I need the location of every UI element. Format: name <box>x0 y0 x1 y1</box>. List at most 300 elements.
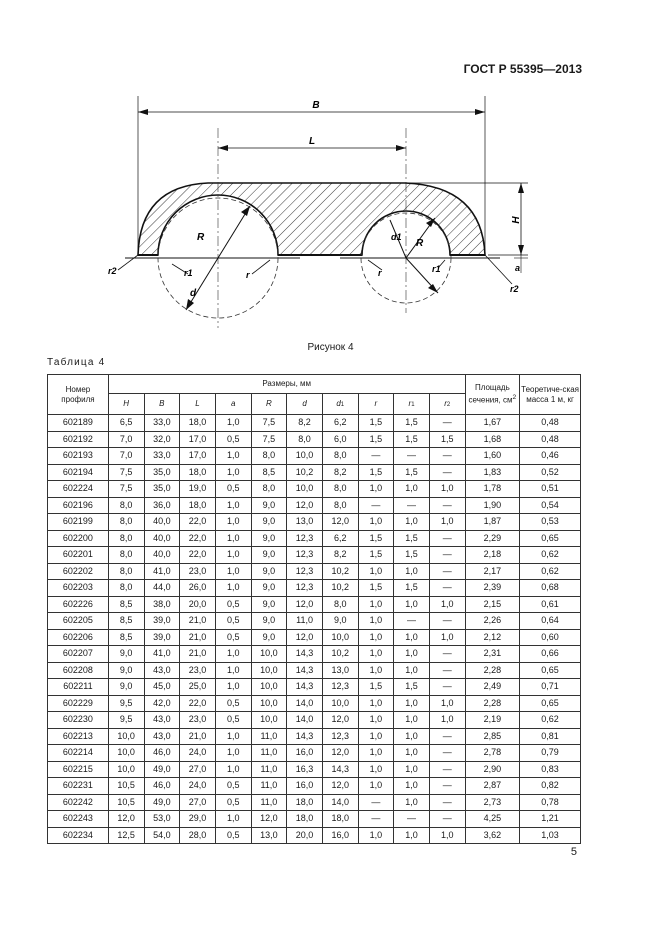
table-row <box>48 778 581 795</box>
table-cell: 0,5 <box>215 613 251 630</box>
table-cell: 43,0 <box>144 712 180 729</box>
table-row <box>48 646 581 663</box>
table-cell: 1,0 <box>358 514 394 531</box>
table-cell: 602205 <box>48 613 109 630</box>
table-cell: 6,5 <box>108 415 144 432</box>
table-cell: 1,0 <box>215 415 251 432</box>
table-cell: 1,0 <box>429 695 465 712</box>
table-cell: 602206 <box>48 629 109 646</box>
table-cell: 7,5 <box>108 481 144 498</box>
table-cell: 17,0 <box>180 448 216 465</box>
table-cell: — <box>429 679 465 696</box>
table-cell: 0,52 <box>520 464 581 481</box>
table-cell: 21,0 <box>180 613 216 630</box>
table-cell: 7,0 <box>108 448 144 465</box>
header-dim-r: r <box>358 394 394 415</box>
table-cell: 1,5 <box>358 530 394 547</box>
table-cell: 9,0 <box>251 580 287 597</box>
label-r-right: r <box>378 268 382 278</box>
table-cell: 8,2 <box>322 464 358 481</box>
table-cell: 1,0 <box>358 712 394 729</box>
table-cell: 18,0 <box>180 415 216 432</box>
table-cell: 9,0 <box>108 679 144 696</box>
table-cell: 602214 <box>48 745 109 762</box>
table-row <box>48 547 581 564</box>
table-cell: 1,0 <box>394 514 430 531</box>
table-row <box>48 563 581 580</box>
table-cell: 1,5 <box>358 580 394 597</box>
table-cell: 27,0 <box>180 761 216 778</box>
table-cell: 2,17 <box>465 563 520 580</box>
table-cell: 1,0 <box>215 563 251 580</box>
table-cell: 1,0 <box>215 679 251 696</box>
table-cell: 22,0 <box>180 530 216 547</box>
table-cell: 1,0 <box>358 629 394 646</box>
label-r1-right: r1 <box>432 264 441 274</box>
table-cell: 6,0 <box>322 431 358 448</box>
table-cell: 1,0 <box>394 646 430 663</box>
table-cell: 14,0 <box>322 794 358 811</box>
table-cell: 1,0 <box>358 481 394 498</box>
table-cell: 2,90 <box>465 761 520 778</box>
table-cell: 4,25 <box>465 811 520 828</box>
table-cell: 1,0 <box>358 613 394 630</box>
table-cell: 10,2 <box>322 646 358 663</box>
table-row <box>48 662 581 679</box>
header-dim-r2: r2 <box>429 394 465 415</box>
table-cell: 1,0 <box>394 745 430 762</box>
table-cell: 44,0 <box>144 580 180 597</box>
table-cell: 1,5 <box>394 530 430 547</box>
table-cell: — <box>429 745 465 762</box>
table-cell: 0,60 <box>520 629 581 646</box>
table-cell: 602200 <box>48 530 109 547</box>
table-row <box>48 728 581 745</box>
table-cell: 1,0 <box>215 514 251 531</box>
table-cell: 2,12 <box>465 629 520 646</box>
table-cell: — <box>429 613 465 630</box>
table-cell: 2,49 <box>465 679 520 696</box>
label-r-left: r <box>246 270 250 280</box>
table-cell: 33,0 <box>144 415 180 432</box>
table-cell: 8,0 <box>108 563 144 580</box>
table-cell: 21,0 <box>180 728 216 745</box>
table-cell: 1,0 <box>394 728 430 745</box>
table-cell: 18,0 <box>322 811 358 828</box>
table-cell: 602224 <box>48 481 109 498</box>
table-cell: 1,0 <box>394 695 430 712</box>
profile-drawing-svg <box>100 88 540 333</box>
label-r-small: R <box>416 238 424 249</box>
table-cell: — <box>429 761 465 778</box>
table-cell: 0,64 <box>520 613 581 630</box>
table-cell: — <box>429 728 465 745</box>
table-cell: 25,0 <box>180 679 216 696</box>
table-cell: 1,0 <box>394 629 430 646</box>
table-cell: 22,0 <box>180 695 216 712</box>
header-dim-h: H <box>108 394 144 415</box>
table-cell: 1,0 <box>394 563 430 580</box>
table-cell: 2,29 <box>465 530 520 547</box>
table-cell: 40,0 <box>144 530 180 547</box>
table-cell: 45,0 <box>144 679 180 696</box>
table-cell: 32,0 <box>144 431 180 448</box>
label-r-large: R <box>197 232 205 243</box>
table-cell: — <box>429 547 465 564</box>
table-cell: 0,62 <box>520 712 581 729</box>
table-cell: 1,90 <box>465 497 520 514</box>
table-cell: 0,5 <box>215 431 251 448</box>
table-cell: 10,0 <box>322 629 358 646</box>
table-cell: 14,3 <box>287 646 323 663</box>
table-cell: 602207 <box>48 646 109 663</box>
table-cell: 19,0 <box>180 481 216 498</box>
table-cell: 0,81 <box>520 728 581 745</box>
table-cell: 602242 <box>48 794 109 811</box>
table-row <box>48 613 581 630</box>
table-cell: 14,3 <box>287 679 323 696</box>
table-cell: 16,0 <box>287 778 323 795</box>
table-cell: 8,0 <box>251 448 287 465</box>
table-cell: 10,2 <box>322 580 358 597</box>
figure-caption: Рисунок 4 <box>307 342 354 353</box>
table-cell: 0,46 <box>520 448 581 465</box>
table-cell: 8,2 <box>322 547 358 564</box>
table-cell: 43,0 <box>144 662 180 679</box>
table-cell: 3,62 <box>465 827 520 844</box>
table-cell: 8,0 <box>108 530 144 547</box>
header-profile: Номер профиля <box>48 375 109 415</box>
table-cell: — <box>394 448 430 465</box>
table-row <box>48 464 581 481</box>
table-title: Таблица 4 <box>47 357 106 368</box>
table-cell: — <box>429 778 465 795</box>
table-cell: 1,5 <box>358 547 394 564</box>
table-cell: 8,5 <box>108 629 144 646</box>
table-cell: 1,60 <box>465 448 520 465</box>
table-cell: 1,0 <box>358 761 394 778</box>
table-cell: 6,2 <box>322 530 358 547</box>
table-cell: 14,3 <box>322 761 358 778</box>
table-cell: 0,48 <box>520 415 581 432</box>
table-cell: 0,62 <box>520 563 581 580</box>
table-cell: 1,21 <box>520 811 581 828</box>
table-row <box>48 811 581 828</box>
header-mass: Теоретиче-ская масса 1 м, кг <box>520 375 581 415</box>
table-cell: 2,15 <box>465 596 520 613</box>
table-cell: 1,67 <box>465 415 520 432</box>
label-r1-left: r1 <box>184 268 193 278</box>
table-cell: 1,0 <box>394 794 430 811</box>
label-b: B <box>312 100 320 111</box>
table-cell: 9,0 <box>251 547 287 564</box>
table-cell: — <box>358 448 394 465</box>
table-cell: 12,5 <box>108 827 144 844</box>
table-cell: 8,0 <box>322 596 358 613</box>
table-cell: 40,0 <box>144 547 180 564</box>
table-cell: 9,0 <box>251 530 287 547</box>
table-cell: 9,0 <box>251 563 287 580</box>
table-cell: 1,0 <box>429 514 465 531</box>
table-row <box>48 481 581 498</box>
table-cell: — <box>358 794 394 811</box>
table-cell: 12,0 <box>287 497 323 514</box>
label-h: H <box>511 216 522 224</box>
table-cell: 0,65 <box>520 530 581 547</box>
table-cell: 2,19 <box>465 712 520 729</box>
table-cell: 54,0 <box>144 827 180 844</box>
table-row <box>48 596 581 613</box>
table-cell: 1,0 <box>394 481 430 498</box>
table-cell: 0,78 <box>520 794 581 811</box>
table-cell: 12,0 <box>322 712 358 729</box>
table-cell: 33,0 <box>144 448 180 465</box>
table-cell: 46,0 <box>144 745 180 762</box>
table-cell: 9,0 <box>108 662 144 679</box>
table-cell: 1,0 <box>358 695 394 712</box>
table-cell: 1,0 <box>358 596 394 613</box>
table-cell: — <box>429 497 465 514</box>
standard-designation: ГОСТ Р 55395—2013 <box>463 62 582 76</box>
table-cell: 16,3 <box>287 761 323 778</box>
table-cell: — <box>358 497 394 514</box>
table-cell: 14,0 <box>287 695 323 712</box>
table-cell: 602189 <box>48 415 109 432</box>
table-cell: — <box>429 811 465 828</box>
table-cell: 49,0 <box>144 761 180 778</box>
table-cell: 12,0 <box>108 811 144 828</box>
table-cell: 16,0 <box>322 827 358 844</box>
table-cell: 10,0 <box>251 646 287 663</box>
label-r2-left: r2 <box>108 266 117 276</box>
table-cell: 12,3 <box>287 580 323 597</box>
table-cell: 0,54 <box>520 497 581 514</box>
table-cell: 1,0 <box>394 778 430 795</box>
table-cell: 21,0 <box>180 646 216 663</box>
table-cell: 29,0 <box>180 811 216 828</box>
table-cell: 1,0 <box>394 712 430 729</box>
table-cell: 40,0 <box>144 514 180 531</box>
table-cell: 1,0 <box>394 596 430 613</box>
table-cell: 10,2 <box>287 464 323 481</box>
table-cell: 1,0 <box>215 761 251 778</box>
table-cell: 22,0 <box>180 547 216 564</box>
table-cell: 602231 <box>48 778 109 795</box>
table-cell: 0,65 <box>520 662 581 679</box>
table-row <box>48 629 581 646</box>
table-cell: 9,0 <box>251 629 287 646</box>
table-cell: 1,0 <box>215 646 251 663</box>
table-cell: 8,0 <box>251 481 287 498</box>
table-cell: 1,0 <box>394 662 430 679</box>
table-cell: 602215 <box>48 761 109 778</box>
table-cell: 12,3 <box>287 563 323 580</box>
table-cell: 1,5 <box>394 415 430 432</box>
table-cell: — <box>429 464 465 481</box>
table-cell: 38,0 <box>144 596 180 613</box>
table-cell: 1,0 <box>358 745 394 762</box>
table-cell: 9,5 <box>108 695 144 712</box>
table-cell: 27,0 <box>180 794 216 811</box>
table-cell: 1,0 <box>358 728 394 745</box>
table-cell: 12,0 <box>251 811 287 828</box>
table-cell: 7,5 <box>251 415 287 432</box>
table-cell: 1,5 <box>394 547 430 564</box>
table-cell: — <box>429 530 465 547</box>
table-cell: 24,0 <box>180 778 216 795</box>
table-cell: 0,71 <box>520 679 581 696</box>
table-cell: 1,0 <box>358 662 394 679</box>
table-cell: 0,5 <box>215 778 251 795</box>
table-cell: 602201 <box>48 547 109 564</box>
table-cell: — <box>429 646 465 663</box>
table-cell: 12,3 <box>287 547 323 564</box>
table-row <box>48 580 581 597</box>
table-cell: 23,0 <box>180 563 216 580</box>
table-cell: 10,0 <box>251 712 287 729</box>
table-cell: 1,0 <box>215 497 251 514</box>
table-cell: 39,0 <box>144 629 180 646</box>
table-cell: 1,0 <box>358 778 394 795</box>
table-cell: 46,0 <box>144 778 180 795</box>
table-cell: 8,0 <box>287 431 323 448</box>
table-cell: 0,68 <box>520 580 581 597</box>
table-cell: 26,0 <box>180 580 216 597</box>
table-cell: 10,5 <box>108 794 144 811</box>
table-cell: 18,0 <box>287 811 323 828</box>
table-row <box>48 712 581 729</box>
table-cell: 1,0 <box>394 761 430 778</box>
table-cell: 12,3 <box>287 530 323 547</box>
table-cell: 1,0 <box>215 728 251 745</box>
table-cell: 1,0 <box>429 827 465 844</box>
table-cell: 22,0 <box>180 514 216 531</box>
header-area: Площадь сечения, $см^2$ <box>465 375 520 415</box>
table-cell: 7,5 <box>251 431 287 448</box>
table-cell: 602192 <box>48 431 109 448</box>
table-cell: 23,0 <box>180 662 216 679</box>
table-cell: 0,83 <box>520 761 581 778</box>
table-cell: 1,03 <box>520 827 581 844</box>
table-cell: 12,3 <box>322 728 358 745</box>
table-cell: — <box>358 811 394 828</box>
table-cell: 9,0 <box>251 497 287 514</box>
header-dim-b: B <box>144 394 180 415</box>
table-row <box>48 679 581 696</box>
table-cell: 49,0 <box>144 794 180 811</box>
table-cell: 2,87 <box>465 778 520 795</box>
table-cell: 8,0 <box>108 497 144 514</box>
table-row <box>48 448 581 465</box>
table-cell: 2,73 <box>465 794 520 811</box>
table-cell: — <box>394 497 430 514</box>
table-cell: 7,0 <box>108 431 144 448</box>
table-cell: 12,3 <box>322 679 358 696</box>
table-cell: 8,0 <box>322 481 358 498</box>
table-cell: 18,0 <box>287 794 323 811</box>
table-row <box>48 827 581 844</box>
table-cell: 1,5 <box>394 580 430 597</box>
table-cell: 2,28 <box>465 695 520 712</box>
table-cell: 2,78 <box>465 745 520 762</box>
table-cell: 10,0 <box>251 662 287 679</box>
table-row <box>48 695 581 712</box>
table-cell: 8,5 <box>108 596 144 613</box>
table-cell: 43,0 <box>144 728 180 745</box>
table-cell: 0,5 <box>215 596 251 613</box>
table-cell: — <box>429 563 465 580</box>
table-cell: 11,0 <box>251 745 287 762</box>
table-cell: 1,68 <box>465 431 520 448</box>
table-cell: 8,5 <box>108 613 144 630</box>
table-cell: 2,18 <box>465 547 520 564</box>
table-cell: 12,0 <box>322 514 358 531</box>
table-cell: 1,0 <box>429 712 465 729</box>
table-cell: 0,48 <box>520 431 581 448</box>
table-cell: 8,2 <box>287 415 323 432</box>
table-cell: 1,0 <box>358 646 394 663</box>
table-cell: 0,5 <box>215 629 251 646</box>
table-cell: 42,0 <box>144 695 180 712</box>
table-cell: 0,79 <box>520 745 581 762</box>
label-d: d <box>190 288 197 299</box>
table-cell: 1,0 <box>358 563 394 580</box>
table-cell: — <box>429 415 465 432</box>
table-row <box>48 794 581 811</box>
table-cell: 1,0 <box>394 827 430 844</box>
table-cell: 0,51 <box>520 481 581 498</box>
label-r2-right: r2 <box>510 284 519 294</box>
table-cell: 9,0 <box>322 613 358 630</box>
table-cell: 0,5 <box>215 695 251 712</box>
header-dim-a: a <box>215 394 251 415</box>
table-cell: 6,2 <box>322 415 358 432</box>
table-cell: 11,0 <box>251 794 287 811</box>
table-cell: 602234 <box>48 827 109 844</box>
table-cell: 1,5 <box>358 679 394 696</box>
table-cell: 23,0 <box>180 712 216 729</box>
table-cell: 13,0 <box>287 514 323 531</box>
label-d1: d1 <box>391 232 402 242</box>
table-cell: 9,5 <box>108 712 144 729</box>
table-cell: 2,85 <box>465 728 520 745</box>
table-cell: 9,0 <box>251 613 287 630</box>
table-cell: 1,5 <box>394 464 430 481</box>
table-cell: 1,0 <box>358 827 394 844</box>
label-l: L <box>308 136 316 147</box>
table-cell: 0,5 <box>215 794 251 811</box>
table-cell: 10,0 <box>322 695 358 712</box>
table-cell: 20,0 <box>180 596 216 613</box>
table-cell: 12,0 <box>322 778 358 795</box>
table-cell: 1,5 <box>358 464 394 481</box>
table-cell: 8,5 <box>251 464 287 481</box>
table-cell: 1,0 <box>215 530 251 547</box>
table-cell: 0,5 <box>215 827 251 844</box>
table-cell: 14,0 <box>287 712 323 729</box>
table-cell: 1,5 <box>358 431 394 448</box>
table-cell: 21,0 <box>180 629 216 646</box>
table-cell: 10,0 <box>108 745 144 762</box>
table-row <box>48 761 581 778</box>
table-cell: 2,28 <box>465 662 520 679</box>
table-row <box>48 497 581 514</box>
table-cell: — <box>429 580 465 597</box>
table-cell: 10,5 <box>108 778 144 795</box>
profile-table <box>47 374 581 844</box>
table-cell: 11,0 <box>251 778 287 795</box>
header-dimensions: Размеры, мм <box>108 375 465 394</box>
